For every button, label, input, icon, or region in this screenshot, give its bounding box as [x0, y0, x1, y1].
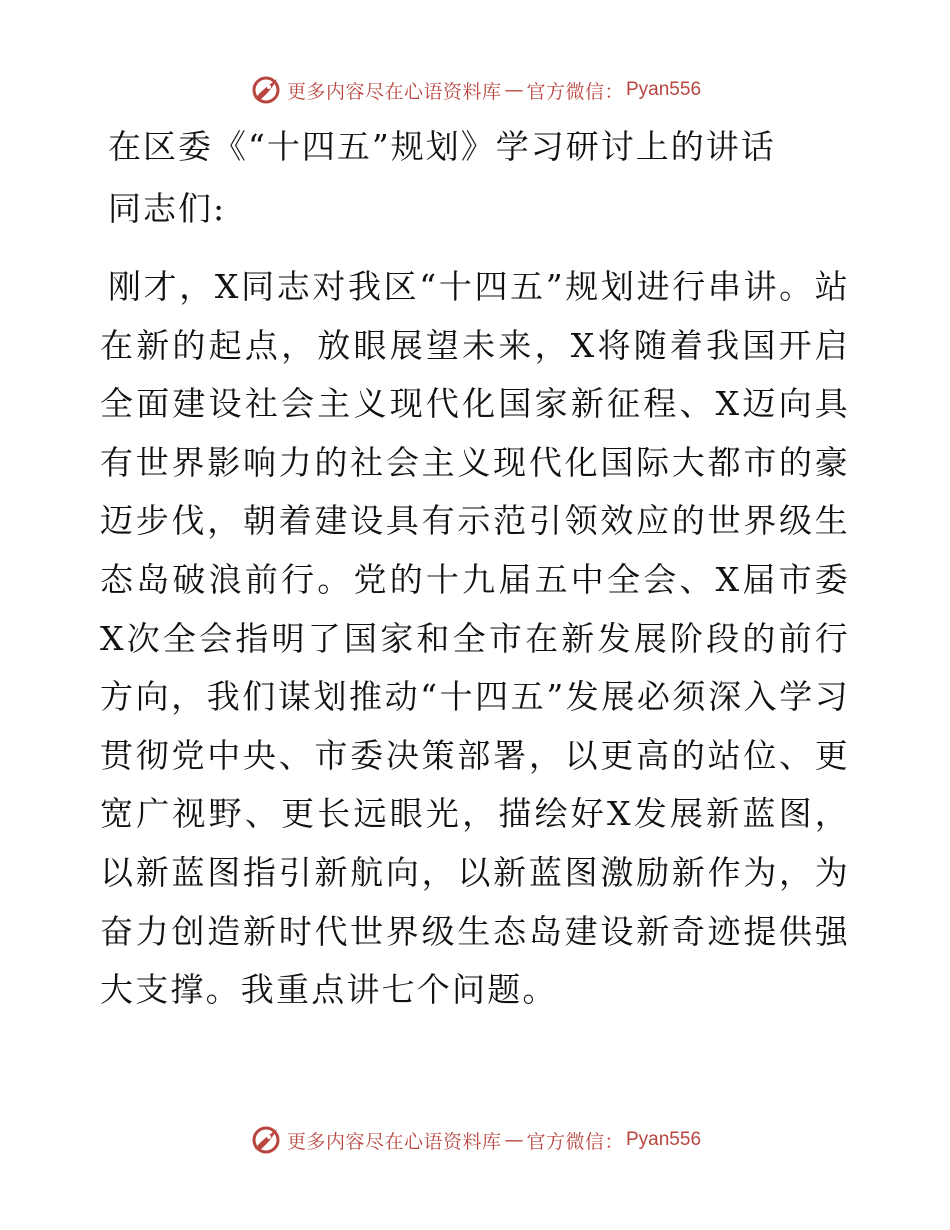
watermark-brand-text: 更多内容尽在心语资料库: [286, 1130, 502, 1153]
watermark-separator: —: [504, 79, 524, 101]
watermark-contact-label: 官方微信：: [526, 80, 624, 103]
pen-nib-logo-icon: [249, 73, 283, 107]
watermark-banner-top: [0, 70, 950, 110]
body-paragraph: 刚才，X同志对我区“十四五”规划进行串讲。站在新的起点，放眼展望未来，X将随着我国开启全面建设社会主义现代化国家新征程、X迈向具有世界影响力的社会主义现代化国际大都市的豪迈步伐，朝着建设具有示范引领效应的世界级生态岛破浪前行。党的十九届五中全会、X届市委X次全会指明了国家和全市在新发展阶段的前行方向，我们谋划推动“十四五”发展必须深入学习贯彻党中央、市委决策部署，以更高的站位、更宽广视野、更长远眼光，描绘好X发展新蓝图，以新蓝图指引新航向，以新蓝图激励新作为，为奋力创造新时代世界级生态岛建设新奇迹提供强大支撑。我重点讲七个问题。: [100, 267, 850, 1010]
pen-nib-logo-icon: [249, 1123, 283, 1157]
document-body: [100, 118, 850, 1020]
watermark-wechat-id: Pyan556: [626, 1129, 702, 1150]
watermark-contact-label: 官方微信：: [526, 1130, 624, 1153]
watermark-banner-bottom: [0, 1120, 950, 1160]
watermark-separator: —: [504, 1129, 524, 1151]
salutation: 同志们:: [108, 189, 227, 228]
document-title: 在区委《“十四五”规划》学习研讨上的讲话: [108, 127, 776, 166]
watermark-brand-text: 更多内容尽在心语资料库: [286, 80, 502, 103]
watermark-wechat-id: Pyan556: [626, 79, 702, 100]
